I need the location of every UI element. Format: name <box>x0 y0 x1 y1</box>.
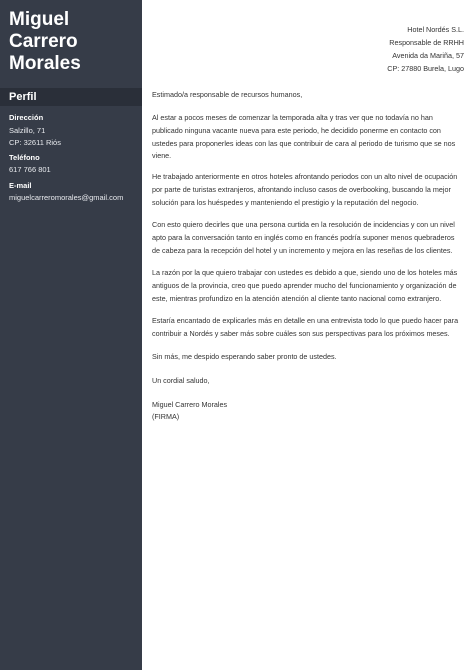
address-label: Dirección <box>9 113 44 122</box>
paragraph: Estaría encantado de explicarles más en detalle en una entrevista todo lo que puedo hacer para contribuir a Nordés y saber más sobre cuáles son sus perspectivas para los próximos meses. <box>152 316 459 338</box>
name-line: Miguel <box>9 9 70 30</box>
sidebar <box>0 0 142 670</box>
recipient-line: Avenida da Mariña, 57 <box>392 51 464 60</box>
paragraph: He trabajado anteriormente en otros hoteles afrontando periodos con un alto nivel de ocupación por parte de turistas extranjeros, afrontando incluso casos de overbooking, buscando la mejor solución para los huéspedes y manteniendo el prestigio y la reputación del negocio. <box>152 172 458 207</box>
signature-name: Miguel Carrero Morales <box>152 400 228 409</box>
address-line-1: Salzillo, 71 <box>9 126 46 135</box>
applicant-name <box>9 9 137 75</box>
recipient-line: Responsable de RRHH <box>389 38 464 47</box>
name-line: Carrero <box>9 31 78 52</box>
letter-body <box>152 0 464 670</box>
email-value: miguelcarreromorales@gmail.com <box>9 193 124 202</box>
name-line: Morales <box>9 53 81 74</box>
paragraph: Al estar a pocos meses de comenzar la temporada alta y tras ver que no todavía no han publicado ninguna vacante nueva para este periodo, he decidido ponerme en contacto con ustedes para proponerles ideas con las que contribuir de cara al periodo de turismo que se nos viene. <box>152 113 456 161</box>
paragraph: Sin más, me despido esperando saber pronto de ustedes. <box>152 352 337 361</box>
signature-note: (FIRMA) <box>152 412 180 421</box>
recipient-line: CP: 27880 Burela, Lugo <box>387 64 464 73</box>
closing: Un cordial saludo, <box>152 376 210 385</box>
email-label: E-mail <box>9 181 32 190</box>
profile-section-title: Perfil <box>9 91 37 103</box>
phone-value: 617 766 801 <box>9 165 51 174</box>
phone-label: Teléfono <box>9 153 40 162</box>
paragraph: Con esto quiero decirles que una persona curtida en la resolución de incidencias y con un nivel apto para la conversación tanto en inglés como en francés podría suponer menos quebraderos de cabeza para la recepción del hotel y un incremento y mejora en las reseñas de los clientes. <box>152 220 455 255</box>
recipient-address <box>387 23 464 75</box>
paragraph: La razón por la que quiero trabajar con ustedes es debido a que, siendo uno de los hoteles más antiguos de la provincia, creo que puedo aprender mucho del funcionamiento y organización de este, mientras profundizo en la atención atención al cliente tanto nacional como extranjero. <box>152 268 458 303</box>
address-line-2: CP: 32611 Riós <box>9 138 61 147</box>
greeting: Estimado/a responsable de recursos humanos, <box>152 90 303 99</box>
profile-section-header <box>0 88 142 106</box>
recipient-line: Hotel Nordés S.L. <box>407 25 464 34</box>
